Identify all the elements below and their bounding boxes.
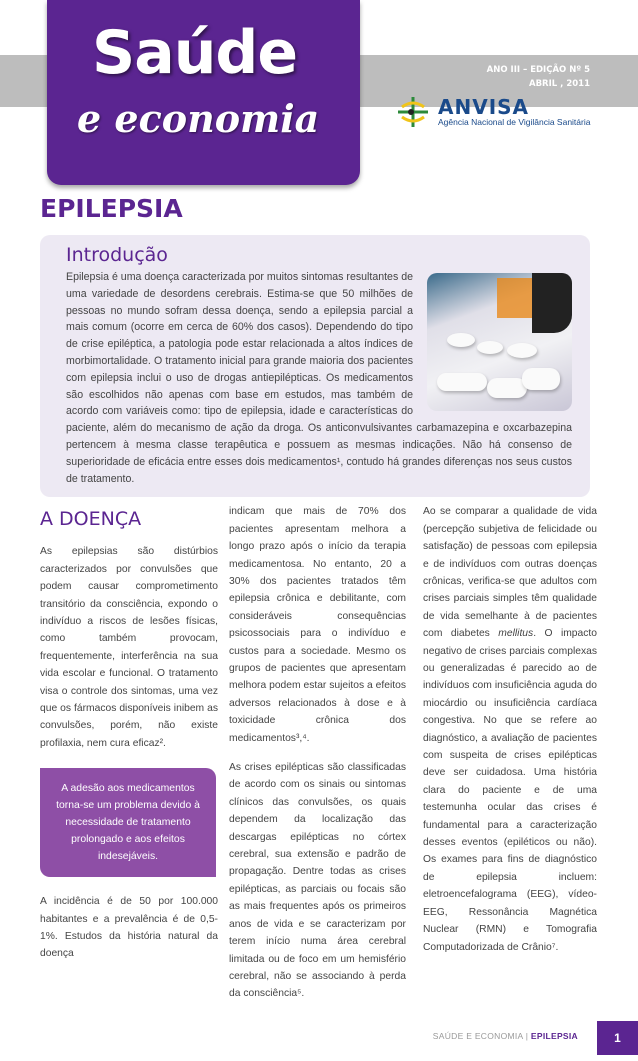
column-1: [40, 503, 218, 975]
column-3: [423, 503, 597, 968]
pull-quote: A adesão aos medicamentos torna-se um problema devido à necessidade de tratamento prolongado e aos efeitos indesejáveis.: [40, 768, 216, 877]
section-heading: A DOENÇA: [40, 508, 142, 531]
intro-box: [40, 235, 590, 497]
paragraph: As epilepsias são distúrbios caracterizados por convulsões que podem causar comprometimento transitório da consciência, expondo o indivíduo a riscos de lesões físicas, como também provocam, frequentemente, interferência na sua vida escolar e funcional. O tratamento visa o controle dos sintomas, uma vez que os fármacos disponíveis inibem as convulsões, porém, não existe profilaxia, nem cura eficaz².: [40, 546, 218, 749]
agency-full-name: Agência Nacional de Vigilância Sanitária: [438, 117, 591, 127]
masthead-logo: [47, 0, 360, 185]
brand-subtitle: e economia: [77, 96, 320, 141]
intro-paragraph: Epilepsia é uma doença caracterizada por muitos sintomas resultantes de uma variedade de desordens cerebrais. Estima-se que 50 milhões de pessoas no mundo sofram dessa doença, sendo a epilepsia parcial a mais comum (ocorre em cerca de 60% dos casos). Dependendo do tipo de crise epiléptica, a patologia pode estar relacionada a altos índices de morbimortalidade. O tratamento inicial para grande maioria dos pacientes com epilepsia inclui o uso de drogas antiepilépticas. Os medicamentos são escolhidos não apenas com base em estudos, mas também de acordo com variáveis como: tipo de epilepsia, idade e características do paciente, além do mecanismo de ação da droga. Os anticonvulsivantes carbamazepina e oxcarbazepina pertencem à mesma classe terapêutica e possuem as mesmas indicações. Não há consenso de superioridade de eficácia entre esses dois medicamentos¹, contudo há grandes diferenças nos seus custos de tratamento.: [66, 271, 572, 485]
article-columns: [40, 503, 598, 1014]
page-number: 1: [597, 1021, 638, 1055]
intro-heading: Introdução: [66, 244, 168, 266]
column-2: [229, 503, 406, 1014]
brand-title: Saúde: [92, 18, 298, 88]
footer-publication: SAÚDE E ECONOMIA |: [432, 1030, 529, 1041]
intro-text-block: [66, 269, 572, 487]
issue-number: ANO III – EDIÇÃO Nº 5: [486, 65, 590, 75]
footer-section: EPILEPSIA: [530, 1030, 578, 1041]
issue-date: ABRIL , 2011: [529, 79, 590, 89]
paragraph: indicam que mais de 70% dos pacientes apresentam melhora a longo prazo após o início da terapia medicamentosa. No entanto, 20 a 30% dos pacientes tratados têm epilepsia crônica e debilitante, com consideráveis consequências psicossociais para o indivíduo e custos para a sociedade. Mesmo os grupos de pacientes que apresentam melhora podem estar sujeitos a efeitos adversos relacionados à dose e à toxicidade crônica dos medicamentos³,⁴.: [229, 506, 406, 744]
footer: [0, 1021, 638, 1061]
agency-name: ANVISA: [438, 95, 530, 119]
anvisa-logo: [396, 95, 590, 129]
anvisa-cross-icon: [396, 95, 430, 129]
paragraph: As crises epilépticas são classificadas de acordo com os sinais ou sintomas clínicos das convulsões, os quais dependem da localização das descargas epilépticas no córtex cerebral, sua extensão e padrão de propagação. Dentre todas as crises epilépticas, as parciais ou focais são as mais frequentes após os primeiros anos de vida e se caracterizam por terem início numa área cerebral limitada ou de foco em um hemisfério cerebral, não se associando à perda da consciência⁵.: [229, 762, 406, 1000]
header: [0, 0, 638, 190]
page-title: EPILEPSIA: [40, 194, 183, 223]
issue-info: [487, 63, 590, 91]
footer-running-title: [433, 1031, 578, 1041]
pills-photo: [427, 273, 572, 411]
paragraph: Ao se comparar a qualidade de vida (percepção subjetiva de felicidade ou satisfação) de pessoas com epilepsia e de indivíduos com outras doenças crônicas, verifica-se que adultos com crises parciais simples têm qualidade de vida semelhante à de pacientes com diabetes mellitus. O impacto negativo de crises parciais complexas ou generalizadas é parecido ao de indivíduos com insuficiência aguda do miocárdio ou insuficiência cardíaca congestiva. No que se refere ao diagnóstico, a avaliação de pacientes com suspeita de crises epilépticas deve ser cuidadosa. Uma história clara do paciente e de uma testemunha ocular das crises é fundamental para a caracterização desses eventos (epiléticos ou não). Os exames para fins de diagnóstico de epilepsia incluem: eletroencefalograma (EEG), vídeo-EEG, Ressonância Magnética Nuclear (RMN) e Tomografia Computadorizada de Crânio⁷.: [423, 506, 597, 953]
paragraph: A incidência é de 50 por 100.000 habitantes e a prevalência é de 0,5-1%. Estudos da história natural da doença: [40, 896, 218, 960]
